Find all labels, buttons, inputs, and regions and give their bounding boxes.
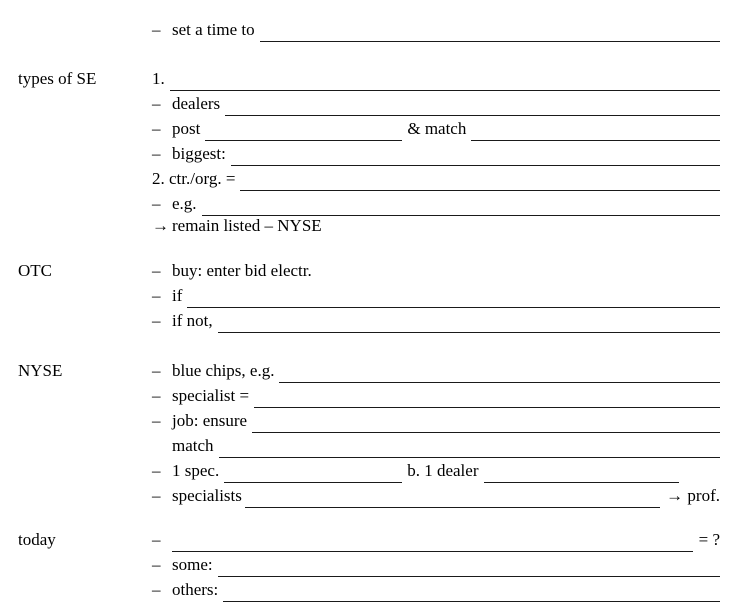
note-line bbox=[0, 18, 742, 42]
list-number: 1. bbox=[152, 69, 165, 88]
note-line bbox=[0, 459, 742, 483]
note-content bbox=[152, 67, 720, 91]
note-content bbox=[152, 214, 720, 238]
note-content bbox=[152, 528, 720, 552]
section-label-otc: OTC bbox=[18, 261, 52, 280]
dash-bullet-icon: – bbox=[152, 144, 161, 163]
dash-bullet-icon: – bbox=[152, 286, 161, 305]
note-content bbox=[152, 578, 720, 602]
fill-blank[interactable] bbox=[219, 441, 720, 458]
note-line bbox=[0, 484, 742, 508]
note-content bbox=[152, 92, 720, 116]
note-text-mid: b. 1 dealer bbox=[407, 461, 479, 480]
note-content bbox=[152, 384, 720, 408]
dash-bullet-icon: – bbox=[152, 555, 161, 574]
note-content bbox=[152, 284, 720, 308]
fill-blank[interactable] bbox=[170, 74, 720, 91]
fill-blank[interactable] bbox=[172, 535, 693, 552]
note-line bbox=[0, 142, 742, 166]
dash-bullet-icon: – bbox=[152, 20, 161, 39]
dash-bullet-icon: – bbox=[152, 94, 161, 113]
note-line bbox=[0, 528, 742, 552]
dash-bullet-icon: – bbox=[152, 461, 161, 480]
note-text: remain listed – NYSE bbox=[172, 216, 322, 235]
note-line bbox=[0, 309, 742, 333]
note-line bbox=[0, 117, 742, 141]
fill-blank[interactable] bbox=[279, 366, 720, 383]
fill-blank[interactable] bbox=[471, 124, 720, 141]
dash-bullet-icon: – bbox=[152, 311, 161, 330]
note-text-mid: & match bbox=[407, 119, 467, 138]
dash-bullet-icon: – bbox=[152, 411, 161, 430]
note-content bbox=[152, 359, 720, 383]
dash-bullet-icon: – bbox=[152, 486, 161, 505]
fill-blank[interactable] bbox=[254, 391, 720, 408]
note-text: blue chips, e.g. bbox=[172, 361, 275, 380]
fill-blank[interactable] bbox=[245, 491, 660, 508]
arrow-right-icon: → bbox=[152, 216, 169, 235]
note-text: others: bbox=[172, 580, 219, 599]
note-content bbox=[152, 553, 720, 577]
fill-blank[interactable] bbox=[260, 25, 720, 42]
dash-bullet-icon: – bbox=[152, 530, 161, 549]
note-content bbox=[152, 459, 720, 483]
note-content bbox=[152, 167, 720, 191]
note-text: e.g. bbox=[172, 194, 197, 213]
fill-blank[interactable] bbox=[223, 585, 720, 602]
note-text-tail: → prof. bbox=[666, 486, 720, 505]
note-content bbox=[152, 309, 720, 333]
note-text: specialists bbox=[172, 486, 242, 505]
dash-bullet-icon: – bbox=[152, 386, 161, 405]
list-number: 2. ctr./org. = bbox=[152, 169, 236, 188]
note-line bbox=[0, 192, 742, 216]
note-text: post bbox=[172, 119, 201, 138]
note-line bbox=[0, 284, 742, 308]
note-line bbox=[0, 67, 742, 91]
note-line bbox=[0, 167, 742, 191]
fill-blank[interactable] bbox=[240, 174, 720, 191]
dash-bullet-icon: – bbox=[152, 119, 161, 138]
note-content bbox=[152, 409, 720, 433]
note-text: set a time to bbox=[172, 20, 255, 39]
note-content bbox=[152, 192, 720, 216]
fill-blank[interactable] bbox=[218, 316, 720, 333]
fill-blank[interactable] bbox=[252, 416, 720, 433]
note-content bbox=[152, 18, 720, 42]
note-text: job: ensure bbox=[172, 411, 248, 430]
note-line bbox=[0, 92, 742, 116]
section-label-today: today bbox=[18, 530, 56, 549]
note-content bbox=[152, 434, 720, 458]
note-text: 1 spec. bbox=[172, 461, 220, 480]
note-text: buy: enter bid electr. bbox=[172, 261, 312, 280]
section-label-types-of-se: types of SE bbox=[18, 69, 97, 88]
note-text-tail: = ? bbox=[698, 530, 720, 549]
fill-blank[interactable] bbox=[218, 560, 720, 577]
dash-bullet-icon: – bbox=[152, 194, 161, 213]
note-line bbox=[0, 259, 742, 283]
dash-bullet-icon: – bbox=[152, 580, 161, 599]
note-content bbox=[152, 117, 720, 141]
note-text: if not, bbox=[172, 311, 213, 330]
note-text: specialist = bbox=[172, 386, 250, 405]
note-text: biggest: bbox=[172, 144, 226, 163]
note-line bbox=[0, 384, 742, 408]
note-line bbox=[0, 214, 742, 238]
note-line bbox=[0, 409, 742, 433]
section-label-nyse: NYSE bbox=[18, 361, 63, 380]
dash-bullet-icon: – bbox=[152, 261, 161, 280]
note-text: some: bbox=[172, 555, 213, 574]
note-content bbox=[152, 259, 720, 283]
note-content bbox=[152, 484, 720, 508]
note-content bbox=[152, 142, 720, 166]
note-line bbox=[0, 434, 742, 458]
fill-blank[interactable] bbox=[224, 466, 402, 483]
fill-blank[interactable] bbox=[187, 291, 720, 308]
fill-blank[interactable] bbox=[231, 149, 720, 166]
fill-blank[interactable] bbox=[484, 466, 679, 483]
note-line bbox=[0, 359, 742, 383]
dash-bullet-icon: – bbox=[152, 361, 161, 380]
note-line bbox=[0, 553, 742, 577]
note-text: match bbox=[172, 436, 214, 455]
note-text: if bbox=[172, 286, 183, 305]
note-line bbox=[0, 578, 742, 602]
note-text: dealers bbox=[172, 94, 221, 113]
fill-blank[interactable] bbox=[205, 124, 402, 141]
fill-blank[interactable] bbox=[225, 99, 720, 116]
